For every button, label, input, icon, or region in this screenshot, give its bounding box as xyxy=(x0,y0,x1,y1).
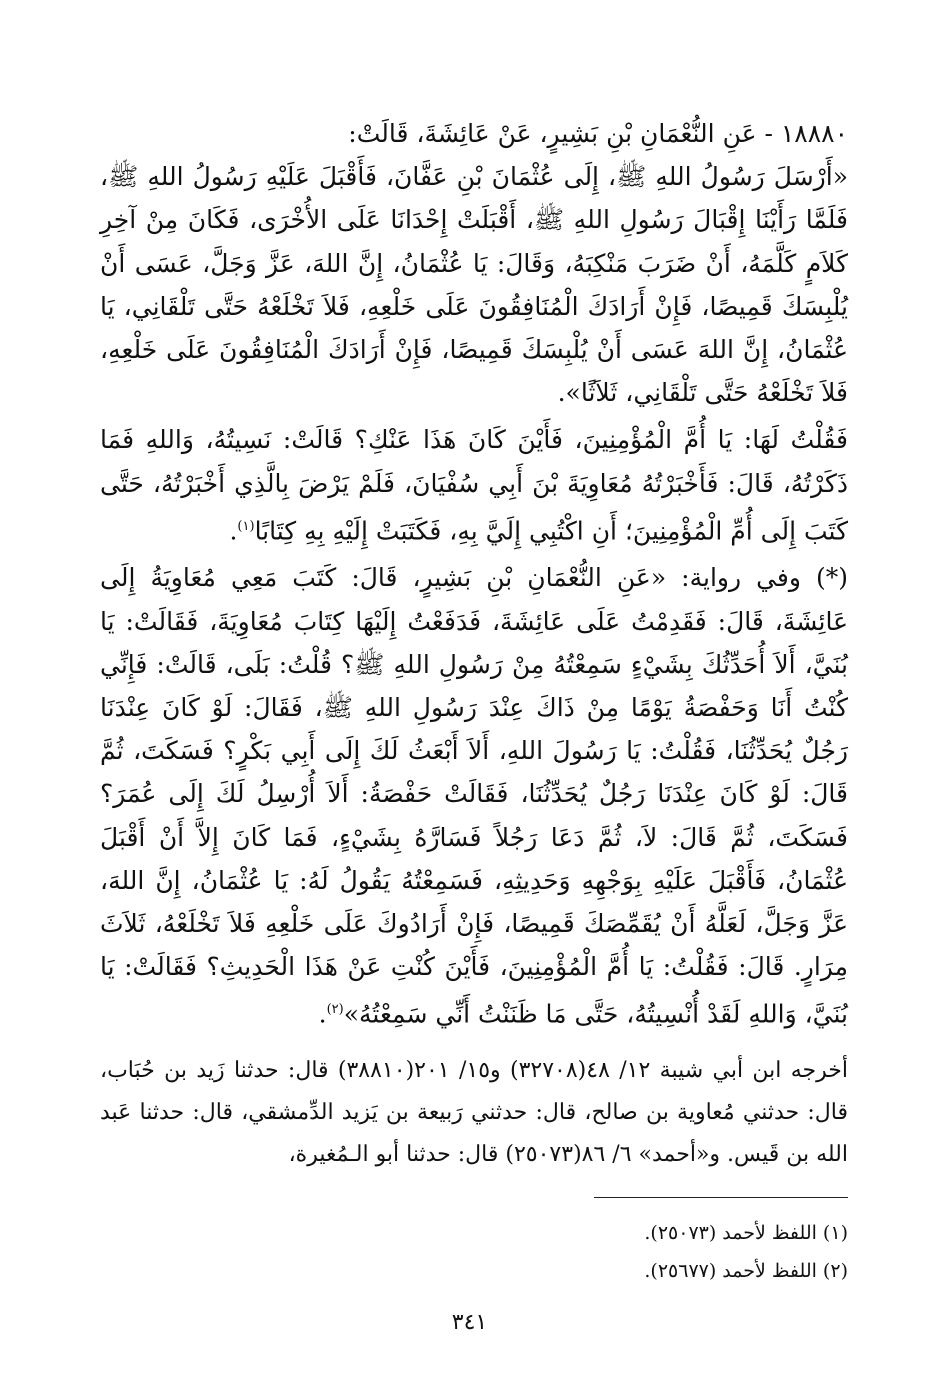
paragraph-2-text: فَقُلْتُ لَهَا: يَا أُمَّ الْمُؤْمِنِينَ، فَأَيْنَ كَانَ هَذَا عَنْكِ؟ قَالَتْ: نَسِيتُهُ، وَاللهِ فَمَا ذَكَرْتُهُ، قَالَ: فَأَخْبَرْتُهُ مُعَاوِيَةَ بْنَ أَبِي سُفْيَانَ، فَلَمْ يَرْضَ بِالَّذِي أَخْبَرْتُهُ، حَتَّى كَتَبَ إِلَى أُمِّ الْمُؤْمِنِينَ؛ أَنِ اكْتُبِي إِلَيَّ بِهِ، فَكَتَبَتْ إِلَيْهِ بِهِ كِتَابًا xyxy=(100,425,848,546)
hadith-heading: ١٨٨٨٠ - عَنِ النُّعْمَانِ بْنِ بَشِيرٍ، عَنْ عَائِشَةَ، قَالَتْ: xyxy=(348,119,848,148)
footnote-divider xyxy=(594,1197,848,1198)
hadith-paragraph-2 xyxy=(100,418,848,552)
paragraph-3-end: . xyxy=(318,999,327,1029)
takhrij-paragraph: أخرجه ابن أبي شيبة ١٢/ ٤٨(٣٢٧٠٨) و١٥/ ٢٠١(٣٨٨١٠) قال: حدثنا زَيد بن حُبَاب، قال: حدثني مُعاوية بن صالح، قال: حدثني رَبيعة بن يَزيد الدِّمشقي، قال: حدثنا عَبد الله بن قَيس. و«أحمد» ٦/ ٨٦(٢٥٠٧٣) قال: حدثنا أبو الـمُغيرة، xyxy=(100,1057,849,1167)
hadith-paragraph-1: «أَرْسَلَ رَسُولُ اللهِ ﷺ، إِلَى عُثْمَانَ بْنِ عَفَّانَ، فَأَقْبَلَ عَلَيْهِ رَسُولُ اللهِ ﷺ، فَلَمَّا رَأَيْنَا إِقْبَالَ رَسُولِ اللهِ ﷺ، أَقْبَلَتْ إِحْدَانَا عَلَى الأُخْرَى، فَكَانَ مِنْ آخِرِ كَلاَمٍ كَلَّمَهُ، أَنْ ضَرَبَ مَنْكِبَهُ، وَقَالَ: يَا عُثْمَانُ، إِنَّ اللهَ، عَزَّ وَجَلَّ، عَسَى أَنْ يُلْبِسَكَ قَمِيصًا، فَإِنْ أَرَادَكَ الْمُنَافِقُونَ عَلَى خَلْعِهِ، فَلاَ تَخْلَعْهُ حَتَّى تَلْقَانِي، يَا عُثْمَانُ، إِنَّ اللهَ عَسَى أَنْ يُلْبِسَكَ قَمِيصًا، فَإِنْ أَرَادَكَ الْمُنَافِقُونَ عَلَى خَلْعِهِ، فَلاَ تَخْلَعْهُ حَتَّى تَلْقَانِي، ثَلاَثًا». xyxy=(100,162,848,408)
footnote-ref-1: (١) xyxy=(237,518,255,534)
paragraph-3-text: (*) وفي رواية: «عَنِ النُّعْمَانِ بْنِ بَشِيرٍ، قَالَ: كَتَبَ مَعِي مُعَاوِيَةُ إِلَى عَائِشَةَ، قَالَ: فَقَدِمْتُ عَلَى عَائِشَةَ، فَدَفَعْتُ إِلَيْهَا كِتَابَ مُعَاوِيَةَ، فَقَالَتْ: يَا بُنَيَّ، أَلاَ أُحَدِّثُكَ بِشَيْءٍ سَمِعْتُهُ مِنْ رَسُولِ اللهِ ﷺ؟ قُلْتُ: بَلَى، قَالَتْ: فَإِنِّي كُنْتُ أَنَا وَحَفْصَةُ يَوْمًا مِنْ ذَاكَ عِنْدَ رَسُولِ اللهِ ﷺ، فَقَالَ: لَوْ كَانَ عِنْدَنَا رَجُلٌ يُحَدِّثُنَا، فَقُلْتُ: يَا رَسُولَ اللهِ، أَلاَ أَبْعَثُ لَكَ إِلَى أَبِي بَكْرٍ؟ فَسَكَتَ، ثُمَّ قَالَ: لَوْ كَانَ عِنْدَنَا رَجُلٌ يُحَدِّثُنَا، فَقَالَتْ حَفْصَةُ: أَلاَ أُرْسِلُ لَكَ إِلَى عُمَرَ؟ فَسَكَتَ، ثُمَّ قَالَ: لاَ، ثُمَّ دَعَا رَجُلاً فَسَارَّهُ بِشَيْءٍ، فَمَا كَانَ إِلاَّ أَنْ أَقْبَلَ عُثْمَانُ، فَأَقْبَلَ عَلَيْهِ بِوَجْهِهِ وَحَدِيثِهِ، فَسَمِعْتُهُ يَقُولُ لَهُ: يَا عُثْمَانُ، إِنَّ اللهَ، عَزَّ وَجَلَّ، لَعَلَّهُ أَنْ يُقَمِّصَكَ قَمِيصًا، فَإِنْ أَرَادُوكَ عَلَى خَلْعِهِ فَلاَ تَخْلَعْهُ، ثَلاَثَ مِرَارٍ. قَالَ: فَقُلْتُ: يَا أُمَّ الْمُؤْمِنِينَ، فَأَيْنَ كُنْتِ عَنْ هَذَا الْحَدِيثِ؟ فَقَالَتْ: يَا بُنَيَّ، وَاللهِ لَقَدْ أُنْسِيتُهُ، حَتَّى مَا ظَنَنْتُ أَنِّي سَمِعْتُهُ» xyxy=(100,563,848,1029)
footnotes xyxy=(644,1214,848,1290)
footnote-2: (٢) اللفظ لأحمد (٢٥٦٧٧). xyxy=(644,1260,848,1282)
page-number: ٣٤١ xyxy=(451,1310,488,1335)
hadith-paragraph-3 xyxy=(100,556,848,1036)
footnote-1: (١) اللفظ لأحمد (٢٥٠٧٣). xyxy=(644,1222,848,1244)
footnote-ref-2: (٢) xyxy=(326,1002,344,1018)
page-body xyxy=(100,112,848,1176)
paragraph-2-end: . xyxy=(229,516,238,546)
